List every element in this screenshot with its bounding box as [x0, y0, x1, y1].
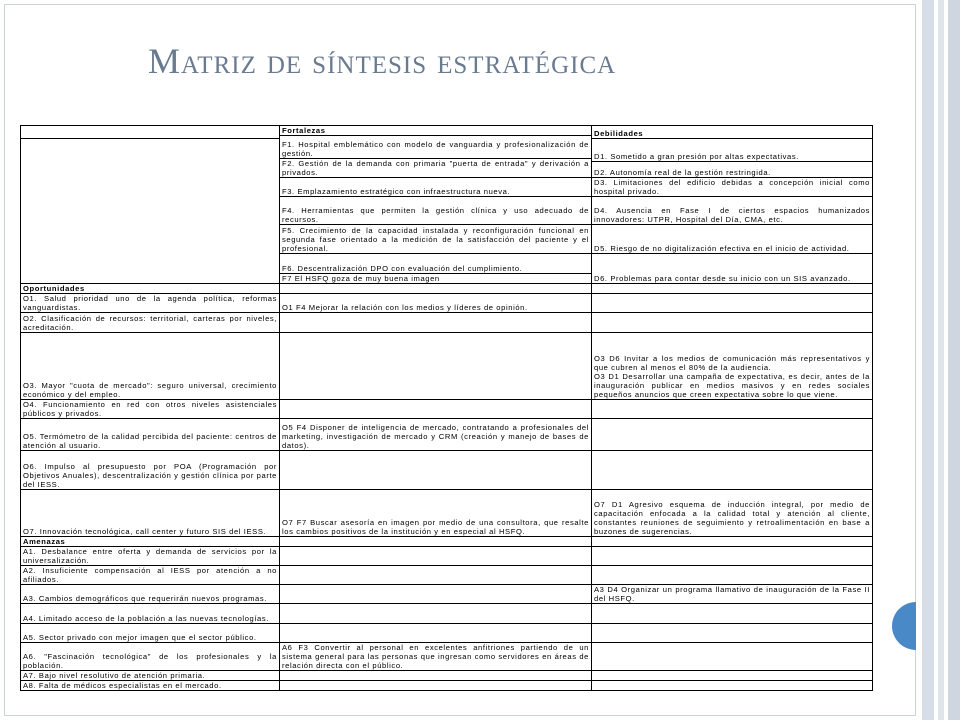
fortaleza-item: F3. Emplazamiento estratégico con infraestructura nueva.	[280, 178, 592, 197]
do-strategy: O7 D1 Agresivo esquema de inducción integral, por medio de capacitación enfocada a la calidad total y atención al cliente, constantes reuniones de seguimiento y retroalimentación en base a buzones de sugerencias.	[592, 490, 873, 537]
matrix-empty-cell	[592, 681, 873, 691]
decorative-side-bar	[938, 0, 944, 720]
matrix-empty-cell	[592, 419, 873, 451]
debilidad-item: D5. Riesgo de no digitalización efectiva en el inicio de actividad.	[592, 225, 873, 254]
matrix-corner-cell	[21, 139, 280, 284]
matrix-empty-cell	[280, 566, 592, 585]
matrix-empty-cell	[280, 681, 592, 691]
oportunidad-item: O6. Impulso al presupuesto por POA (Programación por Objetivos Anuales), descentralización y gestión clínica por parte del IESS.	[21, 451, 280, 490]
matrix-empty-cell	[592, 294, 873, 313]
matrix-empty-cell	[592, 547, 873, 566]
strategy-matrix	[20, 125, 873, 691]
fortaleza-item: F7 El HSFQ goza de muy buena imagen	[280, 274, 592, 284]
matrix-empty-cell	[280, 624, 592, 643]
matrix-empty-cell	[280, 537, 592, 547]
slide-title: Matriz de síntesis estratégica	[148, 41, 617, 81]
matrix-empty-cell	[592, 643, 873, 671]
oportunidad-item: O1. Salud prioridad uno de la agenda política, reformas vanguardistas.	[21, 294, 280, 313]
matrix-empty-cell	[592, 566, 873, 585]
amenaza-item: A3. Cambios demográficos que requerirán nuevos programas.	[21, 585, 280, 604]
matrix-empty-cell	[592, 284, 873, 294]
matrix-empty-cell	[592, 537, 873, 547]
matrix-empty-cell	[592, 604, 873, 624]
decorative-side-bar	[922, 0, 934, 720]
amenaza-item: A8. Falta de médicos especialistas en el mercado.	[21, 681, 280, 691]
oportunidad-item: O5. Termómetro de la calidad percibida del paciente: centros de atención al usuario.	[21, 419, 280, 451]
do-strategy-text: O3 D1 Desarrollar una campaña de expectativa, es decir, antes de la inauguración publicar en medios masivos y en redes sociales pequeños anuncios que creen expectativa sobre lo que viene.	[594, 372, 870, 399]
matrix-empty-cell	[592, 624, 873, 643]
debilidad-item: D6. Problemas para contar desde su inicio con un SIS avanzado.	[592, 254, 873, 284]
decorative-side-bar	[948, 0, 960, 720]
matrix-empty-cell	[280, 547, 592, 566]
fo-strategy: O5 F4 Disponer de inteligencia de mercado, contratando a profesionales del marketing, investigación de mercado y CRM (creación y manejo de bases de datos).	[280, 419, 592, 451]
fortalezas-header: Fortalezas	[280, 126, 592, 136]
oportunidades-header: Oportunidades	[21, 284, 280, 294]
matrix-empty-cell	[280, 400, 592, 419]
amenaza-item: A4. Limitado acceso de la población a las nuevas tecnologías.	[21, 604, 280, 624]
matrix-empty-cell	[280, 451, 592, 490]
amenaza-item: A2. Insuficiente compensación al IESS por atención a no afiliados.	[21, 566, 280, 585]
fo-strategy: O7 F7 Buscar asesoría en imagen por medio de una consultora, que resalte los cambios positivos de la institución y en especial al HSFQ.	[280, 490, 592, 537]
amenaza-item: A6. "Fascinación tecnológica" de los profesionales y la población.	[21, 643, 280, 671]
matrix-empty-cell	[280, 671, 592, 681]
oportunidad-item: O3. Mayor "cuota de mercado": seguro universal, crecimiento económico y del empleo.	[21, 333, 280, 400]
debilidad-item: D2. Autonomía real de la gestión restringida.	[592, 162, 873, 178]
amenazas-header: Amenazas	[21, 537, 280, 547]
oportunidad-item: O2. Clasificación de recursos: territorial, carteras por niveles, acreditación.	[21, 313, 280, 333]
matrix-empty-cell	[280, 284, 592, 294]
debilidad-item: D4. Ausencia en Fase I de ciertos espacios humanizados innovadores: UTPR, Hospital del Día, CMA, etc.	[592, 197, 873, 225]
amenaza-item: A5. Sector privado con mejor imagen que el sector público.	[21, 624, 280, 643]
da-strategy: A3 D4 Organizar un programa llamativo de inauguración de la Fase II del HSFQ.	[592, 585, 873, 604]
matrix-empty-cell	[280, 313, 592, 333]
fortaleza-item: F4. Herramientas que permiten la gestión clínica y uso adecuado de recursos.	[280, 197, 592, 225]
fortaleza-item: F5. Crecimiento de la capacidad instalada y reconfiguración funcional en segunda fase orientado a la medición de la satisfacción del paciente y el profesional.	[280, 225, 592, 254]
matrix-empty-cell	[592, 671, 873, 681]
matrix-empty-cell	[592, 313, 873, 333]
oportunidad-item: O4. Funcionamiento en red con otros niveles asistenciales públicos y privados.	[21, 400, 280, 419]
matrix-empty-cell	[592, 451, 873, 490]
fortaleza-item: F2. Gestión de la demanda con primaria "puerta de entrada" y derivación a privados.	[280, 159, 592, 178]
fo-strategy: O1 F4 Mejorar la relación con los medios y líderes de opinión.	[280, 294, 592, 313]
fortaleza-item: F6. Descentralización DPO con evaluación del cumplimiento.	[280, 254, 592, 274]
matrix-empty-cell	[280, 333, 592, 400]
matrix-empty-cell	[592, 400, 873, 419]
matrix-empty-cell	[280, 585, 592, 604]
do-strategy	[592, 333, 873, 400]
debilidades-header: Debilidades	[592, 126, 873, 139]
amenaza-item: A7. Bajo nivel resolutivo de atención primaria.	[21, 671, 280, 681]
debilidad-item: D3. Limitaciones del edificio debidas a concepción inicial como hospital privado.	[592, 178, 873, 197]
fa-strategy: A6 F3 Convertir al personal en excelentes anfitriones partiendo de un sistema general para las personas que ingresan como servidores en áreas de relación directa con el público.	[280, 643, 592, 671]
matrix-corner-cell	[21, 126, 280, 139]
do-strategy-text: O3 D6 Invitar a los medios de comunicación más representativos y que cubren al menos el 80% de la audiencia.	[594, 354, 870, 372]
matrix-empty-cell	[280, 604, 592, 624]
amenaza-item: A1. Desbalance entre oferta y demanda de servicios por la universalización.	[21, 547, 280, 566]
debilidad-item: D1. Sometido a gran presión por altas expectativas.	[592, 139, 873, 162]
fortaleza-item: F1. Hospital emblemático con modelo de vanguardia y profesionalización de gestión.	[280, 136, 592, 159]
oportunidad-item: O7. Innovación tecnológica, call center y futuro SIS del IESS.	[21, 490, 280, 537]
